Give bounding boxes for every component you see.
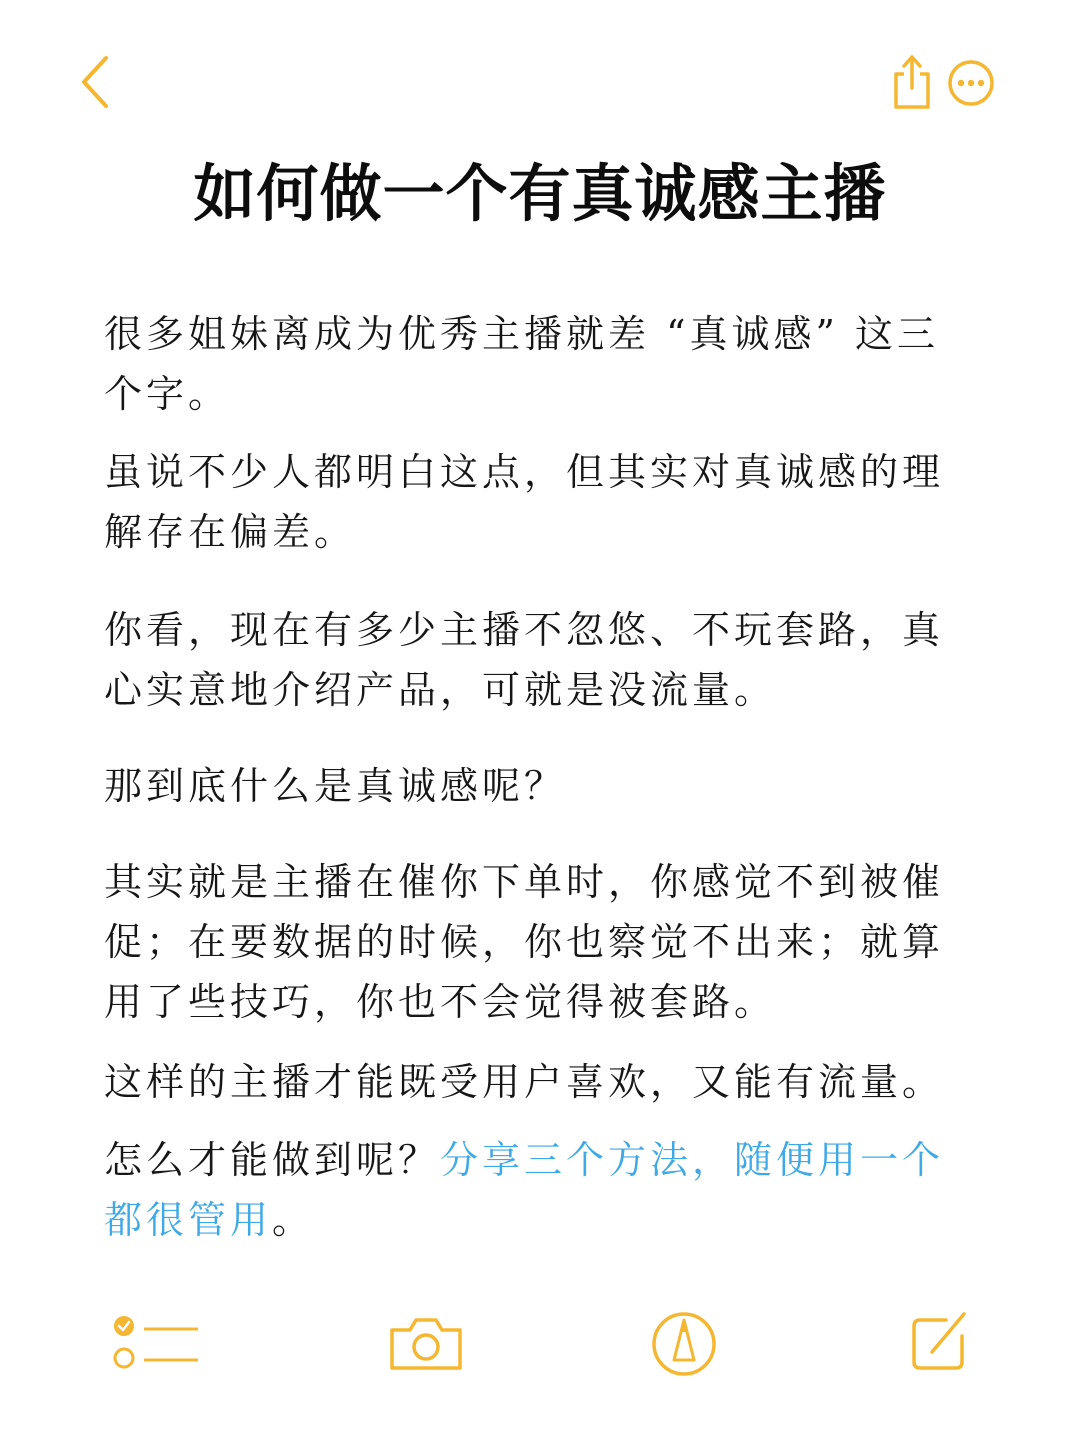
paragraph: 那到底什么是真诚感呢？ — [104, 764, 567, 808]
compose-icon — [908, 1310, 970, 1374]
checklist-icon — [110, 1312, 202, 1372]
paragraph-prefix: 怎么才能做到呢？ — [104, 1138, 441, 1182]
paragraph: 你看，现在有多少主播不忽悠、不玩套路，真心实意地介绍产品，可就是没流量。 — [104, 608, 945, 712]
note-body[interactable] — [104, 304, 970, 1250]
back-button[interactable] — [70, 50, 126, 114]
share-icon — [888, 52, 936, 112]
more-button[interactable] — [946, 58, 996, 108]
paragraph: 虽说不少人都明白这点，但其实对真诚感的理解存在偏差。 — [104, 450, 945, 554]
paragraph-last — [104, 1130, 970, 1250]
paragraph: 很多姐妹离成为优秀主播就差 “真诚感” 这三个字。 — [104, 312, 940, 416]
paragraph-suffix: 。 — [272, 1198, 315, 1242]
note-title: 如何做一个有真诚感主播 — [193, 157, 887, 230]
camera-icon — [386, 1314, 466, 1372]
markup-button[interactable] — [650, 1310, 718, 1378]
compose-button[interactable] — [908, 1310, 970, 1374]
paragraph: 这样的主播才能既受用户喜欢，又能有流量。 — [104, 1060, 945, 1104]
share-button[interactable] — [888, 52, 936, 112]
checklist-button[interactable] — [110, 1312, 202, 1372]
camera-button[interactable] — [386, 1314, 466, 1372]
chevron-left-icon — [70, 50, 126, 114]
ellipsis-circle-icon — [946, 58, 996, 108]
highlighted-text: 分享三个方法，随便用一个都很管用 — [104, 1138, 945, 1242]
paragraph: 其实就是主播在催你下单时，你感觉不到被催促；在要数据的时候，你也察觉不出来；就算用了些技巧，你也不会觉得被套路。 — [104, 860, 945, 1024]
markup-pen-icon — [650, 1310, 718, 1378]
